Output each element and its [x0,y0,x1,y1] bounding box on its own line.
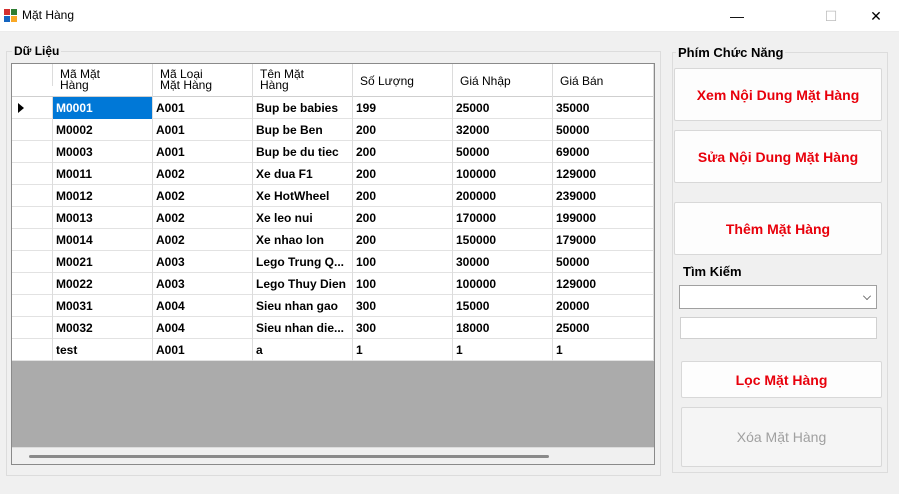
column-header-gia-nhap[interactable]: Giá Nhập [453,64,553,97]
grid-header [12,64,654,97]
table-row[interactable] [12,317,654,339]
grid-cell[interactable]: 50000 [553,251,654,273]
grid-cell[interactable]: A004 [153,295,253,317]
column-header-so-luong[interactable]: Số Lượng [353,64,453,97]
grid-cell[interactable]: A001 [153,97,253,119]
grid-cell[interactable]: 100000 [453,163,553,185]
row-header[interactable] [12,119,53,141]
grid-cell[interactable]: M0011 [53,163,153,185]
grid-cell[interactable]: Xe leo nui [253,207,353,229]
grid-cell[interactable]: M0021 [53,251,153,273]
grid-cell[interactable]: 200 [353,119,453,141]
table-row[interactable] [12,273,654,295]
grid-cell[interactable]: 199000 [553,207,654,229]
row-header[interactable] [12,317,53,339]
grid-cell[interactable]: 300 [353,317,453,339]
grid-cell[interactable]: Bup be Ben [253,119,353,141]
view-item-button[interactable]: Xem Nội Dung Mặt Hàng [674,68,882,121]
grid-cell[interactable]: 25000 [453,97,553,119]
grid-cell[interactable]: test [53,339,153,361]
grid-cell[interactable]: 200 [353,163,453,185]
grid-cell[interactable]: A002 [153,163,253,185]
grid-cell[interactable]: 1 [353,339,453,361]
row-header[interactable] [12,207,53,229]
grid-cell[interactable]: 200 [353,141,453,163]
grid-cell[interactable]: A002 [153,207,253,229]
column-header-ma-loai[interactable]: Mã Loại Mặt Hàng [153,64,253,97]
grid-cell[interactable]: 199 [353,97,453,119]
grid-cell[interactable]: 50000 [453,141,553,163]
title-bar [0,0,899,32]
grid-cell[interactable]: M0002 [53,119,153,141]
delete-item-button: Xóa Mặt Hàng [681,407,882,467]
table-row[interactable] [12,119,654,141]
grid-cell[interactable]: 100 [353,273,453,295]
grid-cell[interactable]: Lego Thuy Dien [253,273,353,295]
search-field-combobox[interactable] [679,285,877,309]
grid-cell[interactable]: M0001 [53,97,153,119]
add-item-button[interactable]: Thêm Mặt Hàng [674,202,882,255]
grid-cell[interactable]: 200000 [453,185,553,207]
grid-cell[interactable]: 32000 [453,119,553,141]
grid-cell[interactable]: M0032 [53,317,153,339]
grid-cell[interactable]: 200 [353,185,453,207]
grid-cell[interactable]: Xe dua F1 [253,163,353,185]
grid-cell[interactable]: A002 [153,185,253,207]
grid-corner-header [12,64,53,86]
horizontal-scrollbar[interactable] [12,447,654,464]
grid-cell[interactable]: Lego Trung Q... [253,251,353,273]
table-row[interactable] [12,295,654,317]
row-header[interactable] [12,163,53,185]
grid-cell[interactable]: Bup be du tiec [253,141,353,163]
grid-cell[interactable]: 239000 [553,185,654,207]
grid-cell[interactable]: 150000 [453,229,553,251]
table-row[interactable] [12,207,654,229]
grid-cell[interactable]: 69000 [553,141,654,163]
grid-cell[interactable]: M0013 [53,207,153,229]
edit-item-button[interactable]: Sửa Nội Dung Mặt Hàng [674,130,882,183]
grid-cell[interactable]: 170000 [453,207,553,229]
grid-cell[interactable]: A003 [153,251,253,273]
grid-cell[interactable]: Sieu nhan gao [253,295,353,317]
grid-cell[interactable]: 25000 [553,317,654,339]
minimize-button[interactable]: — [730,8,744,24]
grid-cell[interactable]: M0031 [53,295,153,317]
data-group-label: Dữ Liệu [14,44,60,58]
window-title: Mặt Hàng [22,8,75,22]
table-row[interactable] [12,163,654,185]
table-row[interactable] [12,141,654,163]
grid-cell[interactable]: 100 [353,251,453,273]
grid-cell[interactable]: 129000 [553,163,654,185]
items-data-grid[interactable] [11,63,655,465]
column-header-ma-mat-hang[interactable]: Mã Mặt Hàng [53,64,153,97]
grid-cell[interactable]: Bup be babies [253,97,353,119]
grid-cell[interactable]: 50000 [553,119,654,141]
grid-cell[interactable]: A004 [153,317,253,339]
grid-cell[interactable]: 100000 [453,273,553,295]
column-header-gia-ban[interactable]: Giá Bán [553,64,654,97]
scrollbar-thumb[interactable] [29,455,549,458]
grid-cell[interactable]: Xe HotWheel [253,185,353,207]
grid-cell[interactable]: 1 [553,339,654,361]
row-header[interactable] [12,97,53,119]
current-row-arrow-icon [18,103,24,113]
grid-cell[interactable]: A001 [153,339,253,361]
table-row[interactable] [12,339,654,361]
row-header[interactable] [12,295,53,317]
column-header-ten-mat-hang[interactable]: Tên Mặt Hàng [253,64,353,97]
app-icon [4,9,18,23]
row-header[interactable] [12,339,53,361]
grid-cell[interactable]: M0003 [53,141,153,163]
maximize-button: ☐ [824,7,838,24]
grid-cell[interactable]: M0014 [53,229,153,251]
table-row[interactable] [12,251,654,273]
grid-cell[interactable]: Sieu nhan die... [253,317,353,339]
table-row[interactable] [12,229,654,251]
chevron-down-icon[interactable] [863,292,871,300]
grid-cell[interactable]: A001 [153,119,253,141]
table-row[interactable] [12,97,654,119]
grid-cell[interactable]: 20000 [553,295,654,317]
row-header[interactable] [12,229,53,251]
search-input[interactable] [680,317,877,339]
row-header[interactable] [12,251,53,273]
close-button[interactable]: ✕ [870,7,882,24]
grid-cell[interactable]: 15000 [453,295,553,317]
grid-cell[interactable]: 30000 [453,251,553,273]
grid-cell[interactable]: A001 [153,141,253,163]
grid-cell[interactable]: 1 [453,339,553,361]
grid-cell[interactable]: 179000 [553,229,654,251]
grid-cell[interactable]: M0022 [53,273,153,295]
grid-cell[interactable]: a [253,339,353,361]
grid-cell[interactable]: 18000 [453,317,553,339]
grid-cell[interactable]: Xe nhao lon [253,229,353,251]
grid-cell[interactable]: 300 [353,295,453,317]
filter-items-button[interactable]: Lọc Mặt Hàng [681,361,882,398]
functions-group-label: Phím Chức Năng [678,45,784,60]
row-header[interactable] [12,273,53,295]
grid-cell[interactable]: 200 [353,207,453,229]
grid-cell[interactable]: A003 [153,273,253,295]
row-header[interactable] [12,185,53,207]
grid-cell[interactable]: M0012 [53,185,153,207]
table-row[interactable] [12,185,654,207]
search-label: Tìm Kiếm [683,264,742,279]
grid-cell[interactable]: 129000 [553,273,654,295]
row-header[interactable] [12,141,53,163]
grid-cell[interactable]: 200 [353,229,453,251]
grid-cell[interactable]: 35000 [553,97,654,119]
grid-cell[interactable]: A002 [153,229,253,251]
